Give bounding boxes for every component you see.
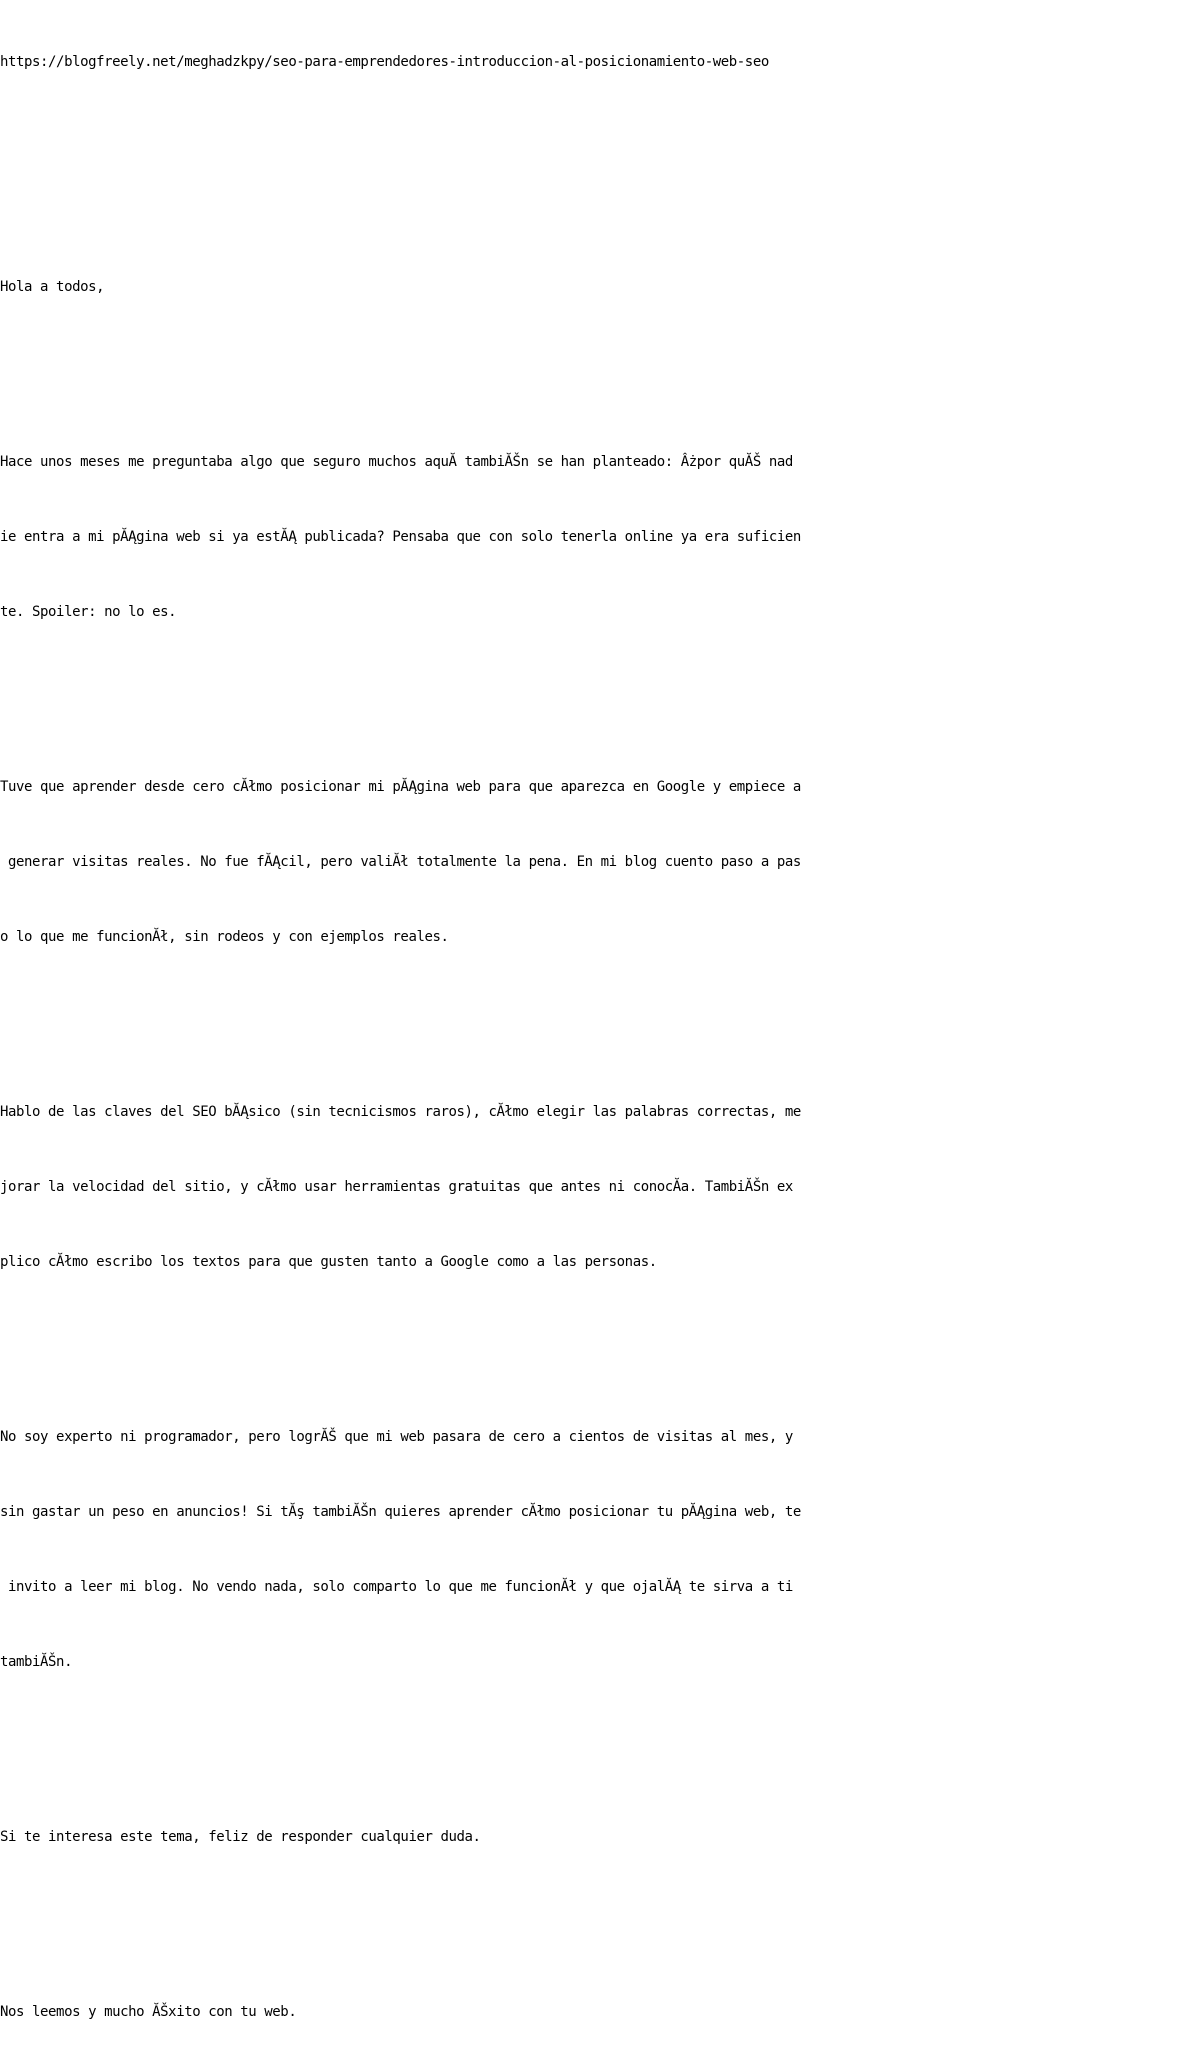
blank-line xyxy=(0,675,900,700)
paragraph-3-line-2: jorar la velocidad del sitio, y cĂłmo usar herramientas gratuitas que antes ni conocĂa. TambiĂŠn ex xyxy=(0,1179,793,1195)
paragraph-4-line-3: invito a leer mi blog. No vendo nada, solo comparto lo que me funcionĂł y que ojalĂĄ te sirva a ti xyxy=(0,1579,793,1595)
paragraph-4-line-2: sin gastar un peso en anuncios! Si tĂş tambiĂŠn quieres aprender cĂłmo posicionar tu pĂĄgina web, te xyxy=(0,1504,801,1520)
blank-line xyxy=(0,1000,900,1025)
paragraph-3-line-1: Hablo de las claves del SEO bĂĄsico (sin tecnicismos raros), cĂłmo elegir las palabras correctas, me xyxy=(0,1104,801,1120)
paragraph-3-line-3: plico cĂłmo escribo los textos para que gusten tanto a Google como a las personas. xyxy=(0,1254,657,1270)
blank-line xyxy=(0,1725,900,1750)
paragraph-5-line-1: Si te interesa este tema, feliz de responder cualquier duda. xyxy=(0,1829,481,1845)
paragraph-2-line-3: o lo que me funcionĂł, sin rodeos y con ejemplos reales. xyxy=(0,929,449,945)
sign-off: Nos leemos y mucho ĂŠxito con tu web. xyxy=(0,2004,297,2020)
blank-line xyxy=(0,200,900,225)
blank-line xyxy=(0,125,900,150)
blank-line xyxy=(0,1325,900,1350)
paragraph-2-line-1: Tuve que aprender desde cero cĂłmo posicionar mi pĂĄgina web para que aparezca en Google y empiece a xyxy=(0,779,801,795)
paragraph-1-line-2: ie entra a mi pĂĄgina web si ya estĂĄ publicada? Pensaba que con solo tenerla online ya era suficien xyxy=(0,529,801,545)
blank-line xyxy=(0,1900,900,1925)
paragraph-2-line-2: generar visitas reales. No fue fĂĄcil, pero valiĂł totalmente la pena. En mi blog cuento paso a pas xyxy=(0,854,801,870)
greeting: Hola a todos, xyxy=(0,279,105,295)
paragraph-4-line-4: tambiĂŠn. xyxy=(0,1654,73,1670)
blank-line xyxy=(0,350,900,375)
paragraph-1-line-3: te. Spoiler: no lo es. xyxy=(0,604,177,620)
document-url: https://blogfreely.net/meghadzkpy/seo-para-emprendedores-introduccion-al-posicionamiento-web-seo xyxy=(0,54,769,70)
paragraph-4-line-1: No soy experto ni programador, pero logrĂŠ que mi web pasara de cero a cientos de visitas al mes, y xyxy=(0,1429,793,1445)
paragraph-1-line-1: Hace unos meses me preguntaba algo que seguro muchos aquĂ tambiĂŠn se han planteado: Âżpor quĂŠ nad xyxy=(0,454,793,470)
